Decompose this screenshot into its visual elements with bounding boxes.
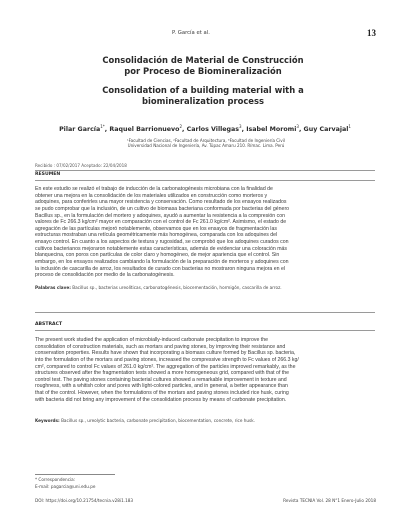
footnote-divider [35, 474, 115, 475]
paragraph-line: conservation properties. Results have shown that incorporating a biomass culture formed by Bacillus sp. bacteria, [35, 350, 296, 357]
affiliation-line: ¹Facultad de Ciencias, ²Facultad de Arquitectura, ³Facultad de Ingeniería Civil [127, 138, 285, 143]
palabras-clave-text: Bacillus sp., bacterias ureolíticas, carbonatogénesis, biocementación, hormigón, cascarilla de arroz. [72, 285, 282, 290]
author-name: Isabel Moromi [246, 126, 297, 134]
paragraph-line: se pudo comprobar que la inclusión, de un cultivo de biomasa bacteriana conformada por bacterias del género [35, 205, 290, 212]
resumen-heading: RESUMEN [35, 172, 61, 177]
abstract-heading: ABSTRACT [35, 322, 63, 327]
title-spanish-line: Consolidación de Material de Construcción [102, 55, 304, 65]
footnote-correspondence: * Correspondencia: [35, 477, 76, 482]
palabras-clave-label: Palabras clave: [35, 285, 71, 290]
divider [35, 312, 375, 313]
paragraph-line: proceso de consolidación por medio de la carbonatogénesis. [35, 272, 175, 279]
divider [35, 330, 375, 331]
paragraph-line: embargo, en los ensayos realizados cambiando la formulación de la preparación de morteros y adoquines con [35, 258, 289, 265]
title-english-line: biomineralization process [142, 96, 264, 106]
paragraph-line: structures observed after the fragmentation tests showed a more homogeneous grid, compared with that of the [35, 370, 290, 377]
running-header-author: P. García et al. [172, 30, 210, 36]
affiliation-line: Universidad Nacional de Ingeniería, Av. Túpac Amaru 210. Rímac. Lima. Perú [127, 143, 285, 149]
keywords-label: Keywords: [35, 418, 60, 423]
paragraph-line: obtener una mejora en la consolidación de los materiales utilizados en construcción como morteros y [35, 192, 268, 199]
paragraph-line: valores de Fc 266.3 kg/cm² mayor en comparación con el control de Fc 261.0 kg/cm². Asimismo, el estado de [35, 219, 287, 226]
author-name: Pilar García [59, 126, 101, 134]
title-spanish-line: por Proceso de Biomineralización [124, 66, 282, 76]
received-accepted-dates: Recibido : 07/02/2017 Aceptado: 22/04/2018 [35, 163, 127, 168]
footnote-email: E-mail: pagarcia@uni.edu.pe [35, 484, 96, 489]
author-affiliation-mark: 2 [179, 124, 183, 129]
title-english-line: Consolidation of a building material with a [102, 85, 304, 95]
affiliations [86, 138, 326, 149]
paragraph-line: estructuras mostraban una retícula geométricamente más homogénea, comparada con los adoquines del [35, 232, 278, 239]
author-name: Raquel Barrionuevo [109, 126, 180, 134]
keywords-text: Bacillus sp., ureolytic bacteria, carbonate precipitation, biocementation, concrete, rice husk. [61, 418, 255, 423]
paragraph-line: adoquines, para conferirles una mayor resistencia y conservación. Como resultado de los ensayos realizados [35, 199, 287, 206]
page-number: 13 [367, 28, 376, 38]
author-list: Pilar García$^{1*}$, Raquel Barrionuevo$^2$, Carlos Villegas$^3$, Isabel Moromi$^3$, Guy Carvajal$^1$ [59, 124, 351, 134]
paragraph-line: agregación de las partículas mejoró notablemente, observamos que en los ensayos de fragmentación las [35, 225, 277, 232]
paragraph-line: that of the control. However, when the formulations of the mortars and paving stones included rice husk, curing [35, 390, 289, 396]
paragraph-line: into the formulation of the mortars and paving stones, increased the compressive strength to Fc values of 266.3 kg/ [35, 356, 299, 363]
paragraph-line: consolidation of construction materials, such as mortars and paving stones, by improving their resistance and [35, 343, 286, 350]
abstract-paragraph [35, 337, 377, 403]
resumen-paragraph [35, 186, 377, 279]
footer-journal: Revista TECNIA Vol. 28 N°1 Enero-Julio 2018 [283, 498, 376, 503]
paragraph-line: cultivos bacterianos mejoraron notablemente estas características, además de evidenciar una coloración más [35, 245, 288, 252]
paragraph-line: ensayo control. En cuanto a los aspectos de textura y rugosidad, se comprobó que los adoquines curados con [35, 239, 289, 245]
paragraph-line: la inclusión de cascarilla de arroz, los resultados de curado con bacterias no mostraron ninguna mejora en el [35, 265, 286, 272]
author-affiliation-mark: 1* [100, 124, 105, 129]
paragraph-line: blanquecina, con poros con partículas de color claro y homogéneo, de mejor apariencia que el control. Sin [35, 252, 280, 259]
paragraph-line: with bacteria did not bring any improvement of the consolidation process by means of carbonate precipitation. [35, 396, 287, 403]
paragraph-line: The present work studied the application of microbially-induced carbonate precipitation to improve the [35, 337, 268, 343]
author-affiliation-mark: 3 [239, 124, 242, 129]
paragraph-line: control test. The paving stones containing bacterial cultures showed a remarkable improvement in texture and [35, 376, 287, 383]
paragraph-line: En este estudio se realizó el trabajo de inducción de la carbonatogénesis microbiana con la finalidad de [35, 186, 273, 192]
divider [35, 170, 375, 171]
paragraph-line: roughness, with a whitish color and pores with light-colored particles, and in general, a better appearance than [35, 383, 288, 390]
divider [35, 180, 375, 181]
author-name: Guy Carvajal [303, 126, 349, 134]
footer-doi: DOI: https://doi.org/10.21754/tecnia.v28i1.183 [35, 498, 134, 503]
author-name: Carlos Villegas [186, 126, 240, 134]
author-affiliation-mark: 1 [348, 124, 351, 129]
paragraph-line: cm², compared to control Fc values of 261.0 kg/cm². The aggregation of the particles improved remarkably, as the [35, 363, 296, 370]
author-affiliation-mark: 3 [296, 124, 299, 129]
palabras-clave [35, 285, 377, 290]
title-english [50, 85, 356, 107]
title-spanish [50, 55, 356, 77]
paragraph-line: Bacillus sp., en la formulación del mortero y adoquines, ayudó a aumentar la resistencia a la compresión con [35, 212, 285, 219]
keywords [35, 418, 377, 423]
